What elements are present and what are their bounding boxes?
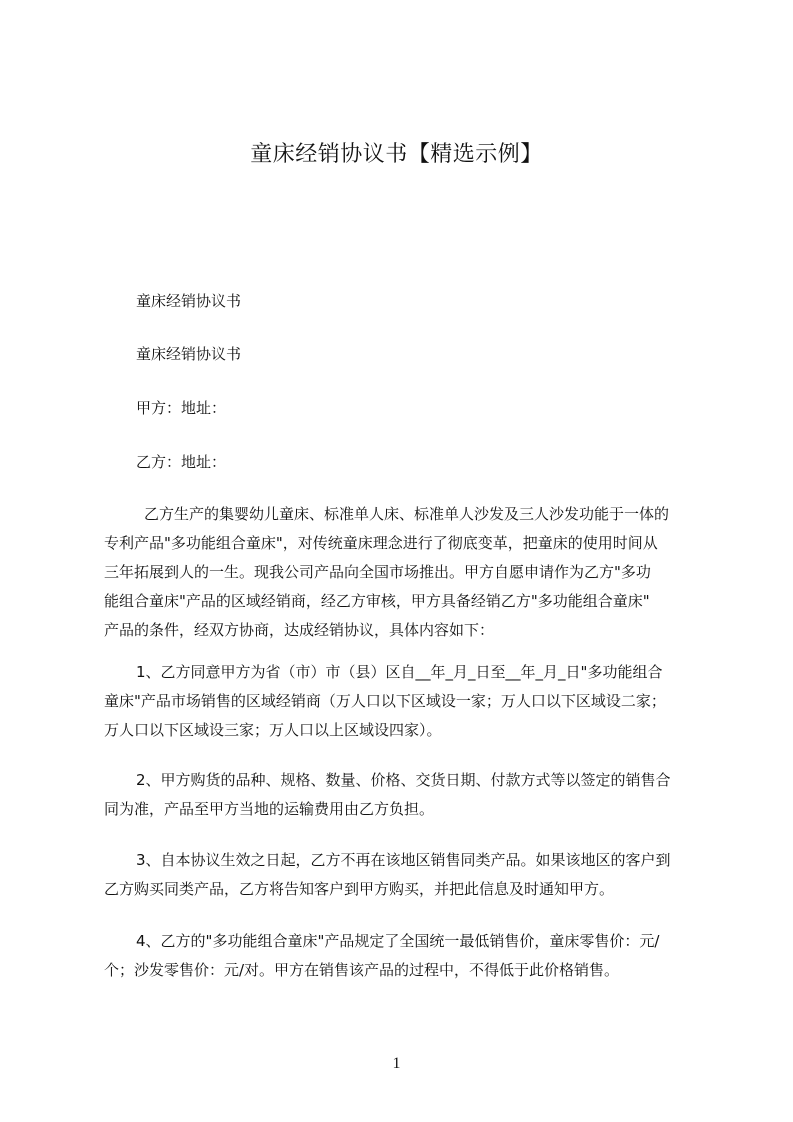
paragraph-line: 童床"产品市场销售的区域经销商（万人口以下区域设一家；万人口以下区域设二家； <box>104 692 666 710</box>
paragraph-line: 万人口以下区域设三家；万人口以上区域设四家）。 <box>104 721 442 739</box>
subtitle-line-repeat: 童床经销协议书 <box>136 345 242 363</box>
paragraph-line: 专利产品"多功能组合童床"，对传统童床理念进行了彻底变革，把童床的使用时间从 <box>104 534 658 552</box>
paragraph-line: 乙方生产的集婴幼儿童床、标准单人床、标准单人沙发及三人沙发功能于一体的 <box>144 505 670 523</box>
page-number: 1 <box>392 1055 401 1072</box>
paragraph-line: 4、乙方的"多功能组合童床"产品规定了全国统一最低销售价，童床零售价：元/ <box>136 932 660 950</box>
clause-4-paragraph <box>104 927 710 985</box>
document-title: 童床经销协议书【精选示例】 <box>250 142 543 167</box>
paragraph-line: 3、自本协议生效之日起，乙方不再在该地区销售同类产品。如果该地区的客户到 <box>136 851 671 869</box>
paragraph-line: 2、甲方购货的品种、规格、数量、价格、交货日期、付款方式等以签定的销售合 <box>136 771 671 789</box>
clause-1-paragraph <box>104 658 710 745</box>
clause-3-paragraph <box>104 846 710 904</box>
paragraph-line: 1、乙方同意甲方为省（市）市（县）区自__年_月_日至__年_月_日"多功能组合 <box>136 663 663 681</box>
party-a-address-line: 甲方：地址： <box>136 399 227 417</box>
paragraph-line: 同为准，产品至甲方当地的运输费用由乙方负担。 <box>104 800 435 818</box>
intro-paragraph <box>104 500 710 645</box>
paragraph-line: 个；沙发零售价：元/对。甲方在销售该产品的过程中，不得低于此价格销售。 <box>104 961 620 979</box>
paragraph-line: 能组合童床"产品的区域经销商，经乙方审核，甲方具备经销乙方"多功能组合童床" <box>104 592 650 610</box>
paragraph-line: 产品的条件，经双方协商，达成经销协议，具体内容如下： <box>104 621 495 639</box>
paragraph-line: 三年拓展到人的一生。现我公司产品向全国市场推出。甲方自愿申请作为乙方"多功 <box>104 563 651 581</box>
party-b-address-line: 乙方：地址： <box>136 453 227 471</box>
paragraph-line: 乙方购买同类产品，乙方将告知客户到甲方购买，并把此信息及时通知甲方。 <box>104 880 615 898</box>
subtitle-line: 童床经销协议书 <box>136 292 242 310</box>
clause-2-paragraph <box>104 766 710 824</box>
